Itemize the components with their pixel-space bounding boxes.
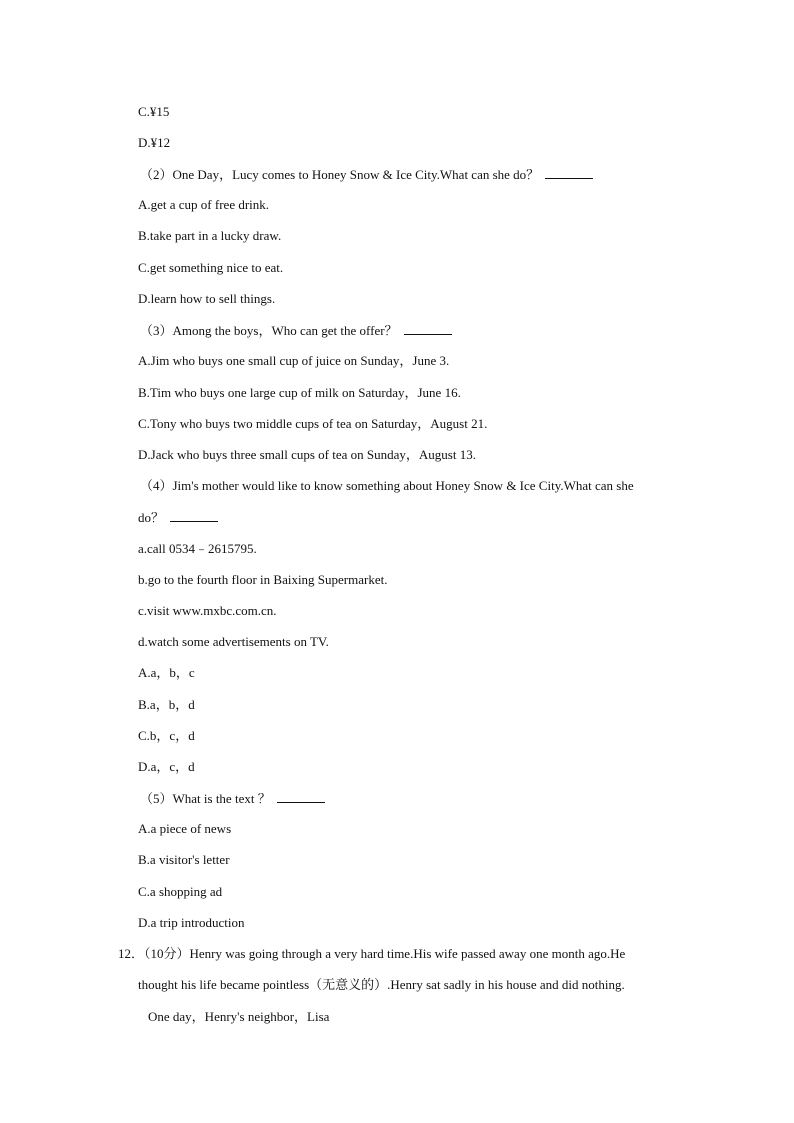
question-3-text: （3）Among the boys，Who can get the offer？ bbox=[140, 323, 398, 338]
q3-option-b: B.Tim who buys one large cup of milk on Saturday，June 16. bbox=[138, 385, 461, 400]
question-5-stem bbox=[140, 790, 325, 807]
q2-option-d: D.learn how to sell things. bbox=[138, 291, 276, 306]
q4-option-c: C.b，c，d bbox=[138, 728, 195, 743]
q4-statement-a: a.call 0534﹣2615795. bbox=[138, 541, 257, 556]
q2-option-b: B.take part in a lucky draw. bbox=[138, 228, 282, 243]
q5-option-b: B.a visitor's letter bbox=[138, 852, 230, 867]
question-5-text: （5）What is the text ？ bbox=[140, 791, 271, 806]
question-3-stem bbox=[140, 322, 452, 339]
q3-option-d: D.Jack who buys three small cups of tea on Sunday，August 13. bbox=[138, 447, 476, 462]
answer-blank bbox=[545, 166, 593, 179]
q4-option-b: B.a，b，d bbox=[138, 697, 195, 712]
q4-statement-d: d.watch some advertisements on TV. bbox=[138, 634, 329, 649]
question-2-text: （2）One Day，Lucy comes to Honey Snow & Ice City.What can she do？ bbox=[140, 167, 540, 182]
q4-option-a: A.a，b，c bbox=[138, 665, 195, 680]
q2-option-a: A.get a cup of free drink. bbox=[138, 197, 270, 212]
q5-option-a: A.a piece of news bbox=[138, 821, 232, 836]
question-4-stem-line1: （4）Jim's mother would like to know something about Honey Snow & Ice City.What can she bbox=[140, 478, 634, 493]
q4-statement-b: b.go to the fourth floor in Baixing Supermarket. bbox=[138, 572, 388, 587]
q3-option-c: C.Tony who buys two middle cups of tea on Saturday，August 21. bbox=[138, 416, 488, 431]
question-4-stem-line2 bbox=[138, 509, 218, 526]
q1-option-d: D.¥12 bbox=[138, 135, 171, 150]
answer-blank bbox=[170, 509, 218, 522]
answer-blank bbox=[277, 790, 325, 803]
answer-blank bbox=[404, 322, 452, 335]
question-4-text: do？ bbox=[138, 510, 165, 525]
q5-option-d: D.a trip introduction bbox=[138, 915, 245, 930]
q4-option-d: D.a，c，d bbox=[138, 759, 195, 774]
q2-option-c: C.get something nice to eat. bbox=[138, 260, 284, 275]
q5-option-c: C.a shopping ad bbox=[138, 884, 223, 899]
q4-statement-c: c.visit www.mxbc.com.cn. bbox=[138, 603, 277, 618]
q1-option-c: C.¥15 bbox=[138, 104, 170, 119]
question-2-stem bbox=[140, 166, 593, 183]
question-12-line2: thought his life became pointless（无意义的）.Henry sat sadly in his house and did nothing. bbox=[138, 977, 625, 992]
question-12-line1: 12．（10分）Henry was going through a very hard time.His wife passed away one month ago.He bbox=[118, 946, 626, 961]
question-12-line3: One day，Henry's neighbor，Lisa bbox=[148, 1009, 330, 1024]
q3-option-a: A.Jim who buys one small cup of juice on Sunday，June 3. bbox=[138, 353, 450, 368]
